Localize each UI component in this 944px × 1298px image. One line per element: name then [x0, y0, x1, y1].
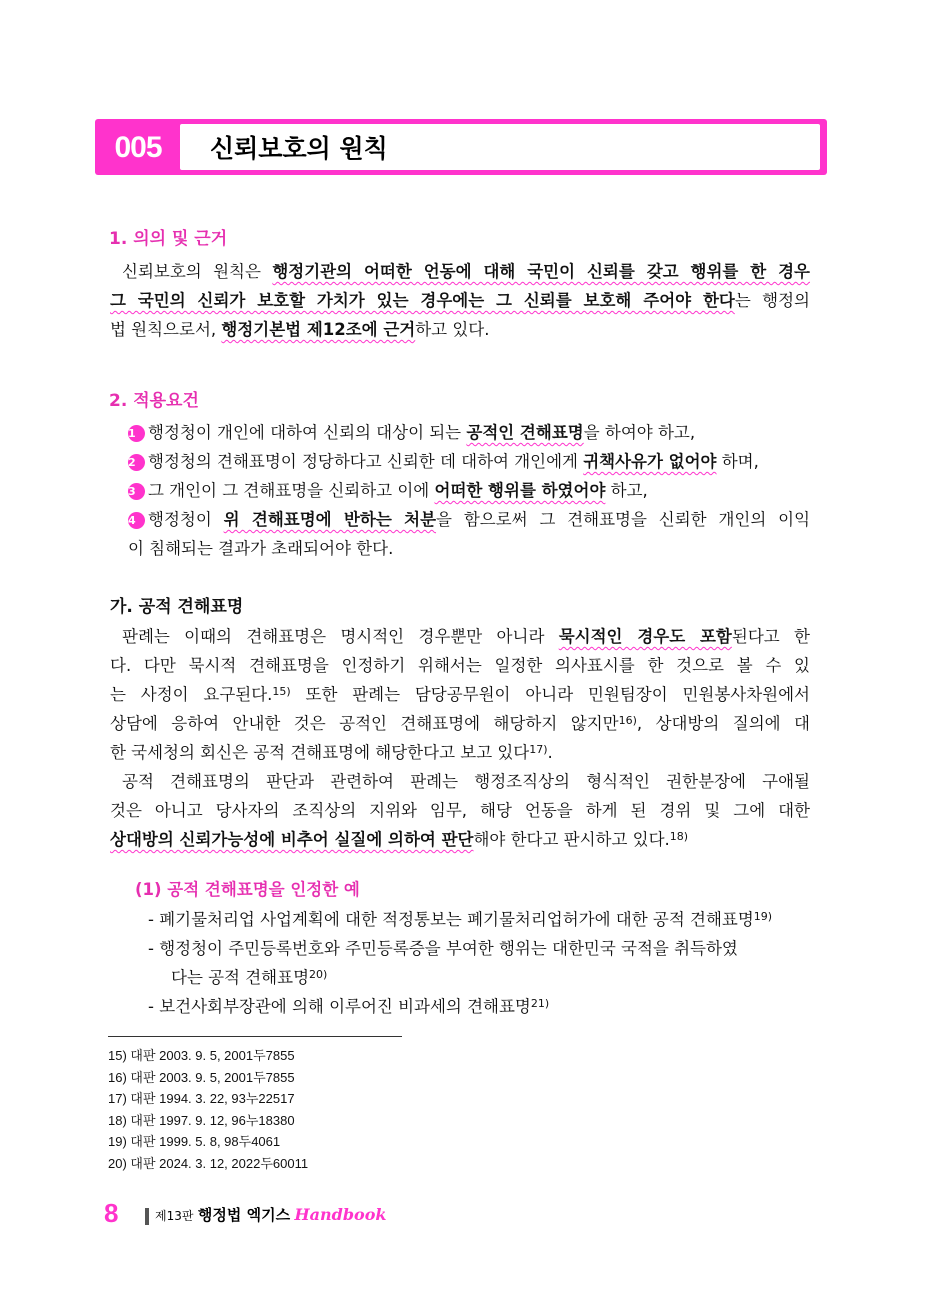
footnote: 17) 대판 1994. 3. 22, 93누22517: [108, 1091, 295, 1107]
book-title: [155, 1204, 386, 1225]
number-badge: 2: [128, 454, 145, 471]
chapter-number: 005: [114, 131, 162, 164]
list-item: 3 그 개인이 그 견해표명을 신뢰하고 이에 어떠한 행위를 하였어야 하고,: [128, 481, 648, 500]
subsection-heading: 가. 공적 견해표명: [110, 597, 244, 617]
section-2-heading: 2. 적용요건: [109, 391, 199, 411]
text-line: 법 원칙으로서, 행정기본법 제12조에 근거하고 있다.: [110, 320, 490, 339]
text-line: 한 국세청의 회신은 공적 견해표명에 해당한다고 보고 있다$^{17)}$.: [110, 743, 553, 762]
text-line: 신뢰보호의 원칙은 행정기관의 어떠한 언동에 대해 국민이 신뢰를 갖고 행위를 한 경우: [122, 262, 810, 281]
section-1-paragraph: [110, 257, 810, 344]
text-line: 판례는 이때의 견해표명은 명시적인 경우뿐만 아니라 묵시적인 경우도 포함된다고 한: [122, 627, 810, 646]
text-line: 상대방의 신뢰가능성에 비추어 실질에 의하여 판단해야 한다고 판시하고 있다.$^{18)}$: [110, 830, 689, 849]
list-item: - 폐기물처리업 사업계획에 대한 적정통보는 폐기물처리업허가에 대한 공적 견해표명$^{19)}$: [148, 910, 773, 929]
footnotes: [108, 1045, 308, 1175]
number-badge: 4: [128, 512, 145, 529]
edition-label: 제13판: [155, 1209, 194, 1223]
list-item-continuation: 이 침해되는 결과가 초래되어야 한다.: [128, 539, 394, 558]
text-line: 그 국민의 신뢰가 보호할 가치가 있는 경우에는 그 신뢰를 보호해 주어야 한다는 행정의: [110, 291, 810, 310]
footnote: 19) 대판 1999. 5. 8, 98두4061: [108, 1134, 281, 1150]
text-line: 는 사정이 요구된다.$^{15)}$ 또한 판례는 담당공무원이 아니라 민원팀장이 민원봉사차원에서: [110, 685, 810, 704]
text-line: 공적 견해표명의 판단과 관련하여 판례는 행정조직상의 형식적인 권한분장에 구애될: [122, 772, 810, 791]
list-item: 1 행정청이 개인에 대하여 신뢰의 대상이 되는 공적인 견해표명을 하여야 하고,: [128, 423, 696, 442]
footnote: 18) 대판 1997. 9. 12, 96누18380: [108, 1112, 295, 1128]
section-1-heading: 1. 의의 및 근거: [109, 229, 228, 249]
text-line: 것은 아니고 당사자의 조직상의 지위와 임무, 해당 언동을 하게 된 경위 및 그에 대한: [110, 801, 810, 820]
handbook-label: Handbook: [294, 1205, 387, 1224]
list-item: - 행정청이 주민등록번호와 주민등록증을 부여한 행위는 대한민국 국적을 취득하였: [148, 939, 738, 958]
list-item: 2 행정청의 견해표명이 정당하다고 신뢰한 데 대하여 개인에게 귀책사유가 없어야 하며,: [128, 452, 759, 471]
list-item: - 보건사회부장관에 의해 이루어진 비과세의 견해표명$^{21)}$: [148, 997, 550, 1016]
footnote: 20) 대판 2024. 3. 12, 2022두60011: [108, 1155, 309, 1171]
footer-divider: [145, 1208, 149, 1225]
examples-list: [148, 905, 810, 1021]
list-item-continuation: 다는 공적 견해표명$^{20)}$: [171, 968, 328, 987]
number-badge: 3: [128, 483, 145, 500]
subsection-1-heading: (1) 공적 견해표명을 인정한 예: [135, 880, 360, 899]
footnote: 15) 대판 2003. 9. 5, 2001두7855: [108, 1048, 295, 1063]
subsection-paragraph-1: [110, 622, 810, 854]
list-item: 4 행정청이 위 견해표명에 반하는 처분을 함으로써 그 견해표명을 신뢰한 개인의 이익: [128, 510, 811, 529]
text-line: 상담에 응하여 안내한 것은 공적인 견해표명에 해당하지 않지만$^{16)}$, 상대방의 질의에 대: [110, 714, 810, 733]
number-badge: 1: [128, 425, 145, 442]
page-number: 8: [104, 1198, 119, 1228]
book-name: 행정법 엑기스: [197, 1206, 291, 1224]
footnote: 16) 대판 2003. 9. 5, 2001두7855: [108, 1069, 295, 1085]
text-line: 다. 다만 묵시적 견해표명을 인정하기 위해서는 일정한 의사표시를 한 것으로 볼 수 있: [110, 656, 810, 675]
footnote-divider: [108, 1036, 402, 1037]
chapter-title: 신뢰보호의 원칙: [210, 134, 388, 163]
requirements-list: [128, 418, 810, 563]
